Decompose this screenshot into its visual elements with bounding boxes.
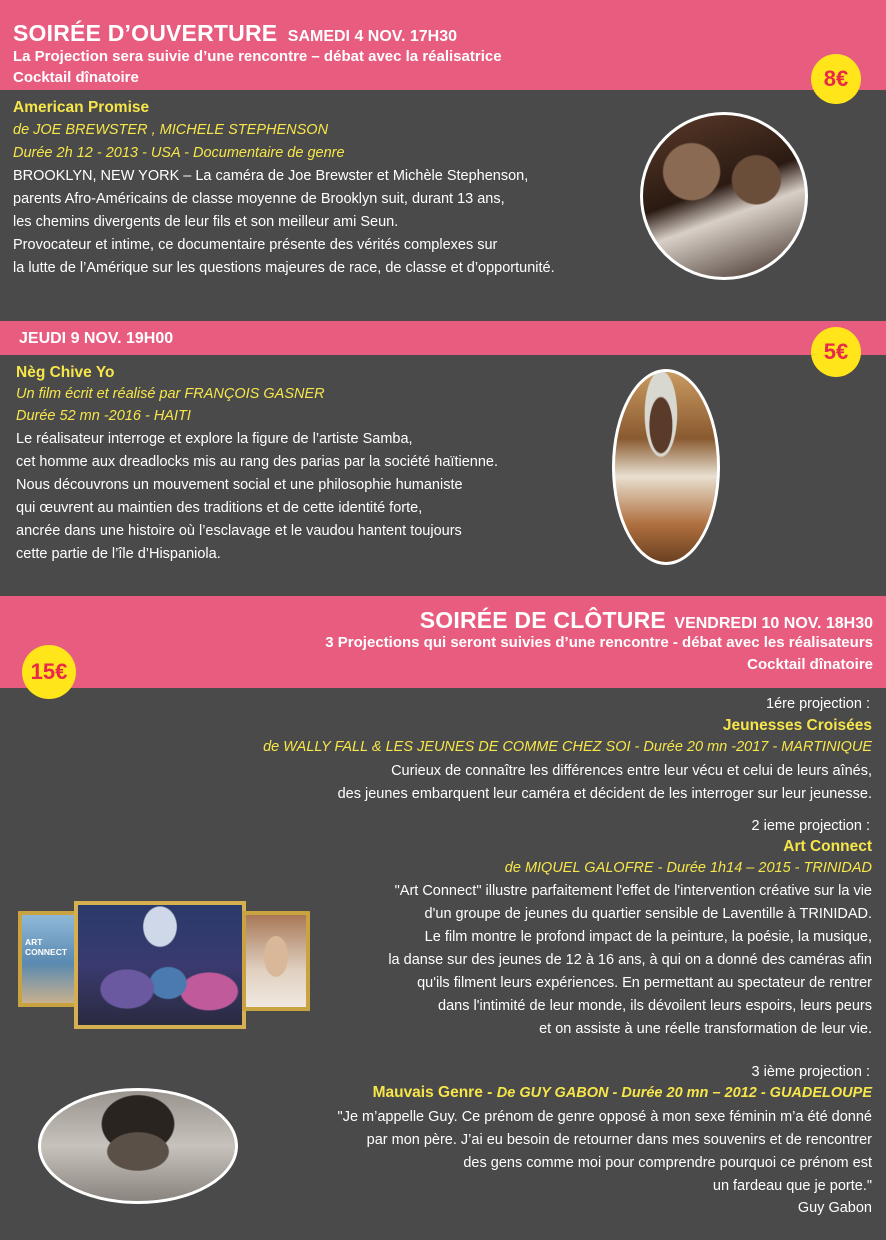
art-connect-triptych [16,901,312,1029]
opening-title: SOIRÉE D’OUVERTURE [13,20,278,46]
second-film-title: Nèg Chive Yo [16,364,115,381]
art-connect-poster-right [242,911,310,1011]
synopsis-line: qui œuvrent au maintien des traditions et de cette identité forte, [16,500,423,516]
second-film-info: Durée 52 mn -2016 - HAITI [16,408,191,424]
p3-label: 3 ième projection : [751,1064,870,1080]
closing-cocktail: Cocktail dînatoire [747,656,873,673]
synopsis-line: parents Afro-Américains de classe moyenne de Brooklyn suit, durant 13 ans, [13,191,505,207]
opening-price-badge: 8€ [811,54,861,104]
closing-date: VENDREDI 10 NOV. 18H30 [674,615,873,632]
synopsis-line: un fardeau que je porte." [712,1178,872,1194]
opening-film-title: American Promise [13,99,150,116]
second-price-badge: 5€ [811,327,861,377]
second-film-director: Un film écrit et réalisé par FRANÇOIS GASNER [16,386,325,402]
synopsis-line: Le film montre le profond impact de la peinture, la poésie, la musique, [424,929,872,945]
second-band [0,321,886,355]
synopsis-line: Curieux de connaître les différences entre leur vécu et celui de leurs aînés, [391,763,872,779]
synopsis-line: BROOKLYN, NEW YORK – La caméra de Joe Brewster et Michèle Stephenson, [13,168,529,184]
closing-band [0,596,886,688]
synopsis-line: ancrée dans une histoire où l’esclavage et le vaudou hantent toujours [16,523,462,539]
p3-synopsis [252,1106,872,1198]
synopsis-line: les chemins divergents de leur fils et son meilleur ami Seun. [13,214,399,230]
closing-price-badge: 15€ [22,645,76,699]
synopsis-line: Nous découvrons un mouvement social et une philosophie humaniste [16,477,463,493]
mauvais-genre-photo [38,1088,238,1204]
neg-chive-yo-photo [612,369,720,565]
art-connect-still [74,901,246,1029]
synopsis-line: "Art Connect" illustre parfaitement l'effet de l'intervention créative sur la vie [394,883,872,899]
opening-date: SAMEDI 4 NOV. 17H30 [287,28,458,45]
synopsis-line: "Je m’appelle Guy. Ce prénom de genre opposé à mon sexe féminin m’a été donné [337,1109,872,1125]
closing-title: SOIRÉE DE CLÔTURE [419,607,666,633]
p1-title: Jeunesses Croisées [722,717,872,734]
closing-heading [420,607,873,634]
opening-cocktail: Cocktail dînatoire [13,69,139,86]
synopsis-line: Provocateur et intime, ce documentaire présente des vérités complexes sur [13,237,498,253]
opening-heading [13,20,457,47]
opening-film-info: Durée 2h 12 - 2013 - USA - Documentaire de genre [13,145,345,161]
p2-info: de MIQUEL GALOFRE - Durée 1h14 – 2015 - TRINIDAD [504,860,872,876]
opening-film-synopsis [13,165,633,280]
synopsis-line: dans l'intimité de leur monde, ils dévoilent leurs espoirs, leurs peurs [438,998,872,1014]
p1-label: 1ére projection : [766,696,870,712]
p3-info: De GUY GABON - Durée 20 mn – 2012 - GUADELOUPE [496,1085,872,1101]
synopsis-line: d'un groupe de jeunes du quartier sensible de Laventille à TRINIDAD. [424,906,872,922]
second-date: JEUDI 9 NOV. 19H00 [19,330,174,347]
synopsis-line: et on assiste à une réelle transformation de leur vie. [539,1021,872,1037]
synopsis-line: par mon père. J’ai eu besoin de retourner dans mes souvenirs et de rencontrer [366,1132,872,1148]
p1-info: de WALLY FALL & LES JEUNES DE COMME CHEZ SOI - Durée 20 mn -2017 - MARTINIQUE [263,739,872,755]
p1-synopsis [172,760,872,806]
synopsis-line: cet homme aux dreadlocks mis au rang des parias par la société haïtienne. [16,454,498,470]
art-connect-poster-text: ART CONNECT [25,937,68,957]
synopsis-line: qu'ils filment leurs expériences. En permettant au spectateur de rentrer [417,975,872,991]
art-connect-poster-left [18,911,82,1007]
p2-synopsis [292,880,872,1041]
opening-band [0,0,886,90]
synopsis-line: cette partie de l’île d’Hispaniola. [16,546,221,562]
p3-title: Mauvais Genre - [372,1084,493,1101]
synopsis-line: la danse sur des jeunes de 12 à 16 ans, à qui on a donné des caméras afin [388,952,872,968]
p2-label: 2 ieme projection : [751,818,870,834]
american-promise-photo [640,112,808,280]
closing-subtitle: 3 Projections qui seront suivies d’une rencontre - débat avec les réalisateurs [325,634,873,651]
second-film-synopsis [16,428,596,566]
synopsis-line: des gens comme moi pour comprendre pourquoi ce prénom est [463,1155,872,1171]
p2-title: Art Connect [783,838,872,855]
p3-signature: Guy Gabon [797,1200,872,1216]
p3-heading [373,1084,872,1102]
opening-film-director: de JOE BREWSTER , MICHELE STEPHENSON [13,122,329,138]
synopsis-line: Le réalisateur interroge et explore la figure de l’artiste Samba, [16,431,413,447]
synopsis-line: des jeunes embarquent leur caméra et décident de les interroger sur leur jeunesse. [337,786,872,802]
synopsis-line: la lutte de l’Amérique sur les questions majeures de race, de classe et d’opportunité. [13,260,555,276]
opening-subtitle: La Projection sera suivie d’une rencontre – débat avec la réalisatrice [13,48,502,65]
